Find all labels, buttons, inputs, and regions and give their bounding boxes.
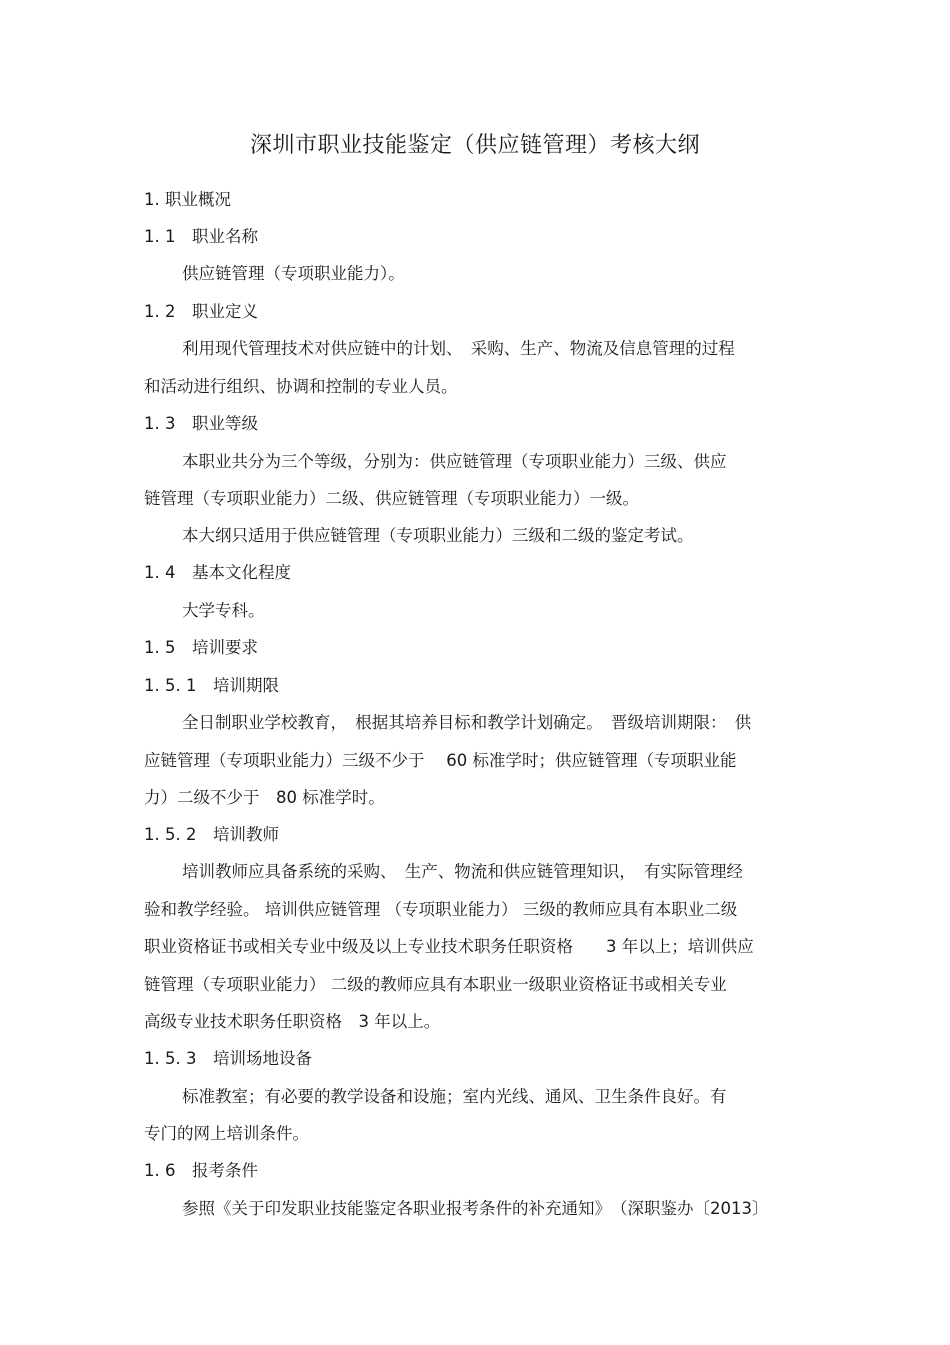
- paragraph-line: 全日制职业学校教育， 根据其培养目标和教学计划确定。 晋级培训期限： 供: [182, 713, 752, 732]
- paragraph-line: 职业资格证书或相关专业中级及以上专业技术职务任职资格 3 年以上；培训供应: [144, 937, 754, 956]
- paragraph-line: 力）二级不少于 80 标准学时。: [144, 788, 385, 807]
- paragraph-line: 本大纲只适用于供应链管理（专项职业能力）三级和二级的鉴定考试。: [182, 526, 694, 545]
- section-heading: 1. 5. 3 培训场地设备: [144, 1049, 312, 1068]
- section-heading: 1. 5 培训要求: [144, 638, 258, 657]
- section-heading: 1. 4 基本文化程度: [144, 563, 291, 582]
- paragraph-line: 参照《关于印发职业技能鉴定各职业报考条件的补充通知》 （深职鉴办〔2013〕: [182, 1199, 769, 1218]
- page-title: 深圳市职业技能鉴定（供应链管理）考核大纲: [249, 133, 700, 158]
- paragraph-line: 验和教学经验。 培训供应链管理 （专项职业能力） 三级的教师应具有本职业二级: [144, 900, 738, 919]
- section-heading: 1. 5. 1 培训期限: [144, 676, 279, 695]
- section-heading: 1. 2 职业定义: [144, 302, 258, 321]
- paragraph-line: 供应链管理（专项职业能力）。: [182, 264, 405, 283]
- paragraph-line: 标准教室；有必要的教学设备和设施；室内光线、通风、卫生条件良好。有: [182, 1087, 727, 1106]
- paragraph-line: 链管理（专项职业能力） 二级的教师应具有本职业一级职业资格证书或相关专业: [144, 975, 727, 994]
- section-heading: 1. 3 职业等级: [144, 414, 258, 433]
- section-heading: 1. 5. 2 培训教师: [144, 825, 279, 844]
- section-heading: 1. 6 报考条件: [144, 1161, 258, 1180]
- paragraph-line: 利用现代管理技术对供应链中的计划、 采购、生产、物流及信息管理的过程: [182, 339, 735, 358]
- section-heading: 1. 1 职业名称: [144, 227, 258, 246]
- paragraph-line: 培训教师应具备系统的采购、 生产、物流和供应链管理知识， 有实际管理经: [182, 862, 743, 881]
- paragraph-line: 大学专科。: [182, 601, 265, 620]
- paragraph-line: 链管理（专项职业能力）二级、供应链管理（专项职业能力）一级。: [144, 489, 639, 508]
- paragraph-line: 和活动进行组织、协调和控制的专业人员。: [144, 377, 458, 396]
- paragraph-line: 应链管理（专项职业能力）三级不少于 60 标准学时；供应链管理（专项职业能: [144, 751, 737, 770]
- paragraph-line: 专门的网上培训条件。: [144, 1124, 309, 1143]
- paragraph-line: 本职业共分为三个等级，分别为：供应链管理（专项职业能力）三级、供应: [182, 452, 727, 471]
- paragraph-line: 高级专业技术职务任职资格 3 年以上。: [144, 1012, 441, 1031]
- section-heading: 1. 职业概况: [144, 190, 231, 209]
